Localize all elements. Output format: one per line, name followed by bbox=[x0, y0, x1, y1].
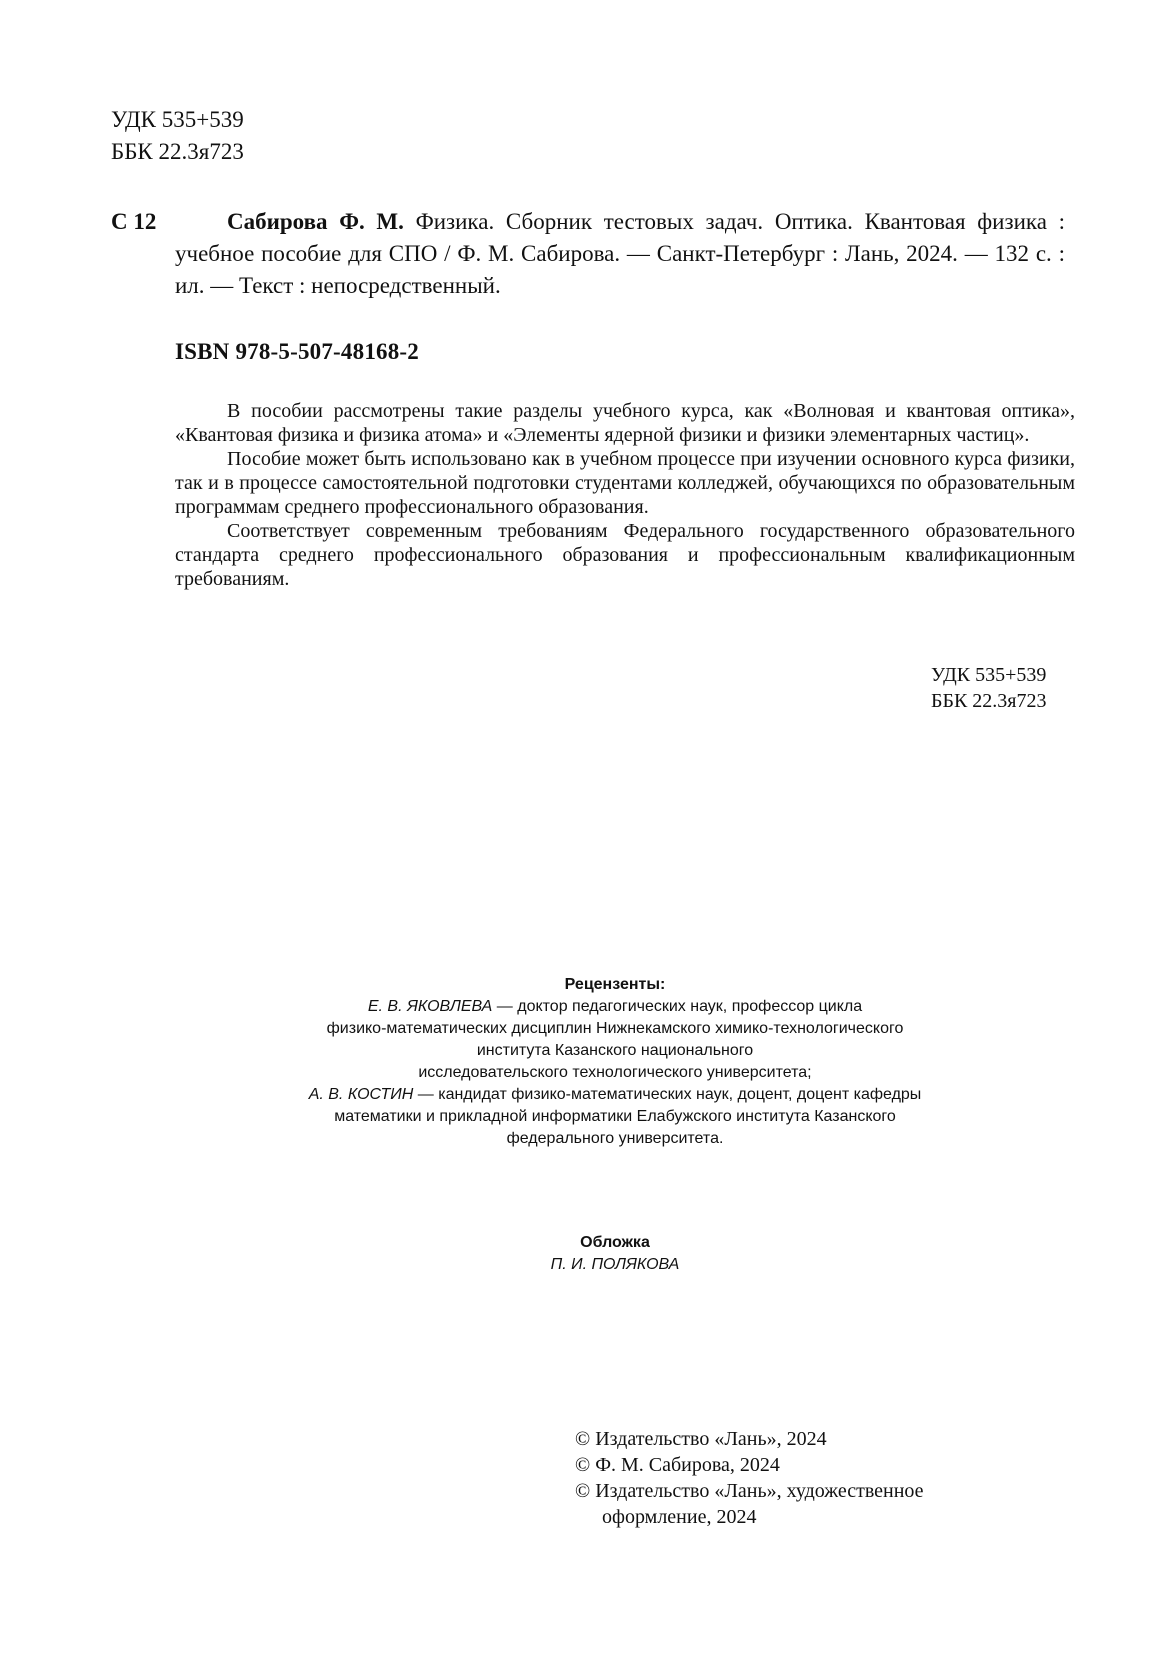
annotation-paragraph: В пособии рассмотрены такие разделы учебного курса, как «Волновая и квантовая оптика», «Квантовая физика и физика атома» и «Элементы ядерной физики и физики элементарных частиц». bbox=[175, 400, 1075, 446]
reviewer-name: Е. В. ЯКОВЛЕВА bbox=[367, 998, 493, 1015]
reviewer-name: А. В. КОСТИН bbox=[308, 1086, 414, 1103]
udk-code: УДК 535+539 bbox=[931, 664, 1047, 686]
bbk-code: ББК 22.3я723 bbox=[111, 139, 244, 164]
isbn: ISBN 978-5-507-48168-2 bbox=[175, 339, 419, 364]
reviewer-line bbox=[200, 996, 1030, 1018]
bbk-code: ББК 22.3я723 bbox=[931, 690, 1047, 712]
annotation-paragraph: Пособие может быть использовано как в учебном процессе при изучении основного курса физики, так и в процессе самостоятельной подготовки студентами колледжей, обучающихся по образовательным программам среднего профессионального образования. bbox=[175, 448, 1075, 518]
bibliographic-description: Физика. Сборник тестовых задач. Оптика. Квантовая физика : учебное пособие для СПО / Ф. М. Сабирова. — Санкт-Петербург : Лань, 2024. — 132 с. : ил. — Текст : непосредственный. bbox=[175, 209, 1066, 298]
udk-code: УДК 535+539 bbox=[111, 107, 244, 132]
copyright-line: © Издательство «Лань», художественное bbox=[575, 1480, 924, 1502]
reviewer-credentials: — кандидат физико-математических наук, доцент, доцент кафедры bbox=[417, 1086, 922, 1103]
annotation bbox=[175, 399, 1075, 591]
cover-heading: Обложка bbox=[580, 1234, 650, 1251]
reviewer-line: федерального университета. bbox=[506, 1130, 724, 1147]
reviewer-line: исследовательского технологического университета; bbox=[418, 1064, 812, 1081]
reviewer-line: математики и прикладной информатики Елабужского института Казанского bbox=[334, 1108, 896, 1125]
classification-codes-bottom bbox=[931, 662, 1047, 714]
catalog-code: С 12 bbox=[111, 209, 157, 234]
reviewer-line: физико-математических дисциплин Нижнекамского химико-технологического bbox=[326, 1020, 904, 1037]
reviewer-line: института Казанского национального bbox=[476, 1042, 754, 1059]
annotation-paragraph: Соответствует современным требованиям Федерального государственного образовательного стандарта среднего профессионального образования и профессиональным квалификационным требованиям. bbox=[175, 520, 1075, 590]
classification-codes-top bbox=[111, 104, 244, 168]
bibliographic-record bbox=[175, 206, 1065, 302]
reviewer-line bbox=[200, 1084, 1030, 1106]
copyright-block bbox=[575, 1426, 924, 1530]
copyright-line: © Ф. М. Сабирова, 2024 bbox=[575, 1454, 780, 1476]
cover-designer-name: П. И. ПОЛЯКОВА bbox=[550, 1256, 680, 1273]
reviewers-block bbox=[200, 974, 1030, 1150]
copyright-line: © Издательство «Лань», 2024 bbox=[575, 1428, 827, 1450]
copyright-line: оформление, 2024 bbox=[602, 1506, 757, 1528]
reviewers-heading: Рецензенты: bbox=[564, 976, 666, 993]
cover-credit bbox=[415, 1232, 815, 1276]
reviewer-credentials: — доктор педагогических наук, профессор цикла bbox=[496, 998, 863, 1015]
author-name: Сабирова Ф. М. bbox=[227, 209, 404, 234]
